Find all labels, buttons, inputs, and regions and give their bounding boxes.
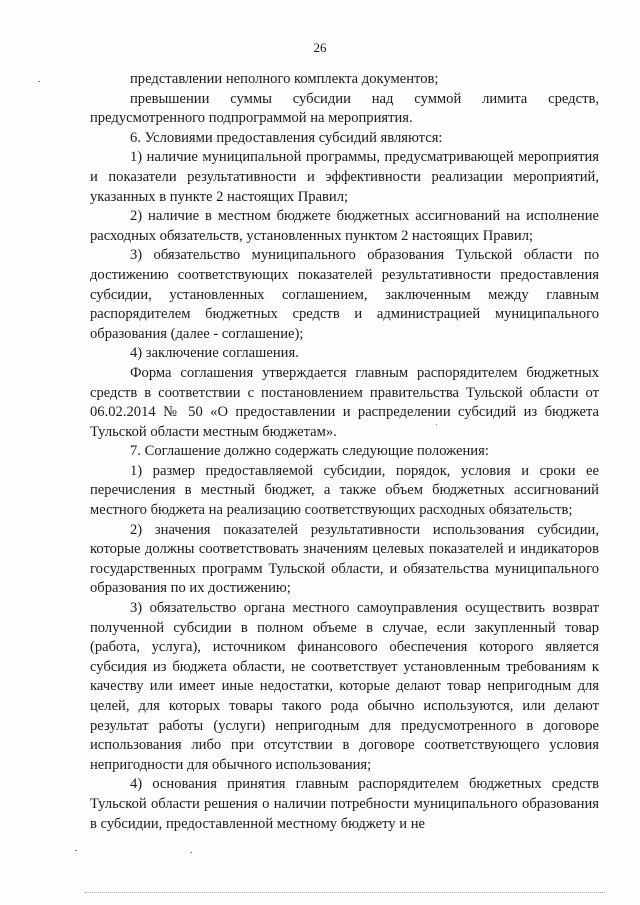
paragraph: 4) заключение соглашения. bbox=[130, 345, 299, 362]
paragraph: представлении неполного комплекта документов; bbox=[130, 71, 439, 87]
paragraph: 3) обязательство муниципального образования Тульской области по достижению соответствующих показателей результативности предоставления субсидии, установленных соглашением, заключенным между главным распорядителем бюджетных средств и администрацией муниципального образования (далее - соглашение); bbox=[90, 247, 599, 342]
paragraph: Форма соглашения утверждается главным распорядителем бюджетных средств в соответствии с постановлением правительства Тульской области от 06.02.2014 № 50 «О предоставлении и распределении субсидий из бюджета Тульской области местным бюджетам». bbox=[90, 364, 599, 440]
paragraph: 1) наличие муниципальной программы, предусматривающей мероприятия и показатели результативности и эффективности реализации мероприятий, указанных в пункте 2 настоящих Правил; bbox=[90, 149, 599, 205]
paragraph: 4) основания принятия главным распорядителем бюджетных средств Тульской области решения о наличии потребности муниципального образования в субсидии, предоставленной местному бюджету и не bbox=[90, 776, 599, 832]
paragraph: 2) значения показателей результативности использования субсидии, которые должны соответствовать значениям целевых показателей и индикаторов государственных программ Тульской области, и обязательства муниципального образования по их достижению; bbox=[90, 521, 599, 597]
paragraph: 6. Условиями предоставления субсидий являются: bbox=[130, 129, 443, 146]
document-body bbox=[90, 70, 599, 834]
scan-edge-noise bbox=[85, 892, 605, 894]
paragraph: 1) размер предоставляемой субсидии, порядок, условия и сроки ее перечисления в местный бюджет, а также объем бюджетных ассигнований местного бюджета на реализацию соответствующих расходных обязательств; bbox=[90, 462, 599, 519]
scan-speck bbox=[75, 850, 77, 851]
paragraph: 2) наличие в местном бюджете бюджетных ассигнований на исполнение расходных обязательств, установленных пунктом 2 настоящих Правил; bbox=[90, 208, 599, 244]
page-number: 26 bbox=[313, 40, 327, 55]
scan-speck bbox=[38, 81, 40, 82]
scan-speck bbox=[436, 424, 437, 425]
scan-speck bbox=[190, 852, 192, 853]
paragraph: 7. Соглашение должно содержать следующие положения: bbox=[130, 443, 489, 460]
paragraph: превышении суммы субсидии над суммой лимита средств, предусмотренного подпрограммой на мероприятия. bbox=[90, 90, 599, 127]
paragraph: 3) обязательство органа местного самоуправления осуществить возврат полученной субсидии в полном объеме в случае, если закупленный товар (работа, услуга), источником финансового обеспечения которого является субсидия из бюджета области, не соответствует установленным требованиям к качеству или имеет иные недостатки, которые делают товар непригодным для целей, для которых товары такого рода обычно используются, или делают результат работы (услуги) непригодным для предусмотренного в договоре использования либо при отсутствии в договоре соответствующего условия непригодности для обычного использования; bbox=[90, 600, 599, 773]
